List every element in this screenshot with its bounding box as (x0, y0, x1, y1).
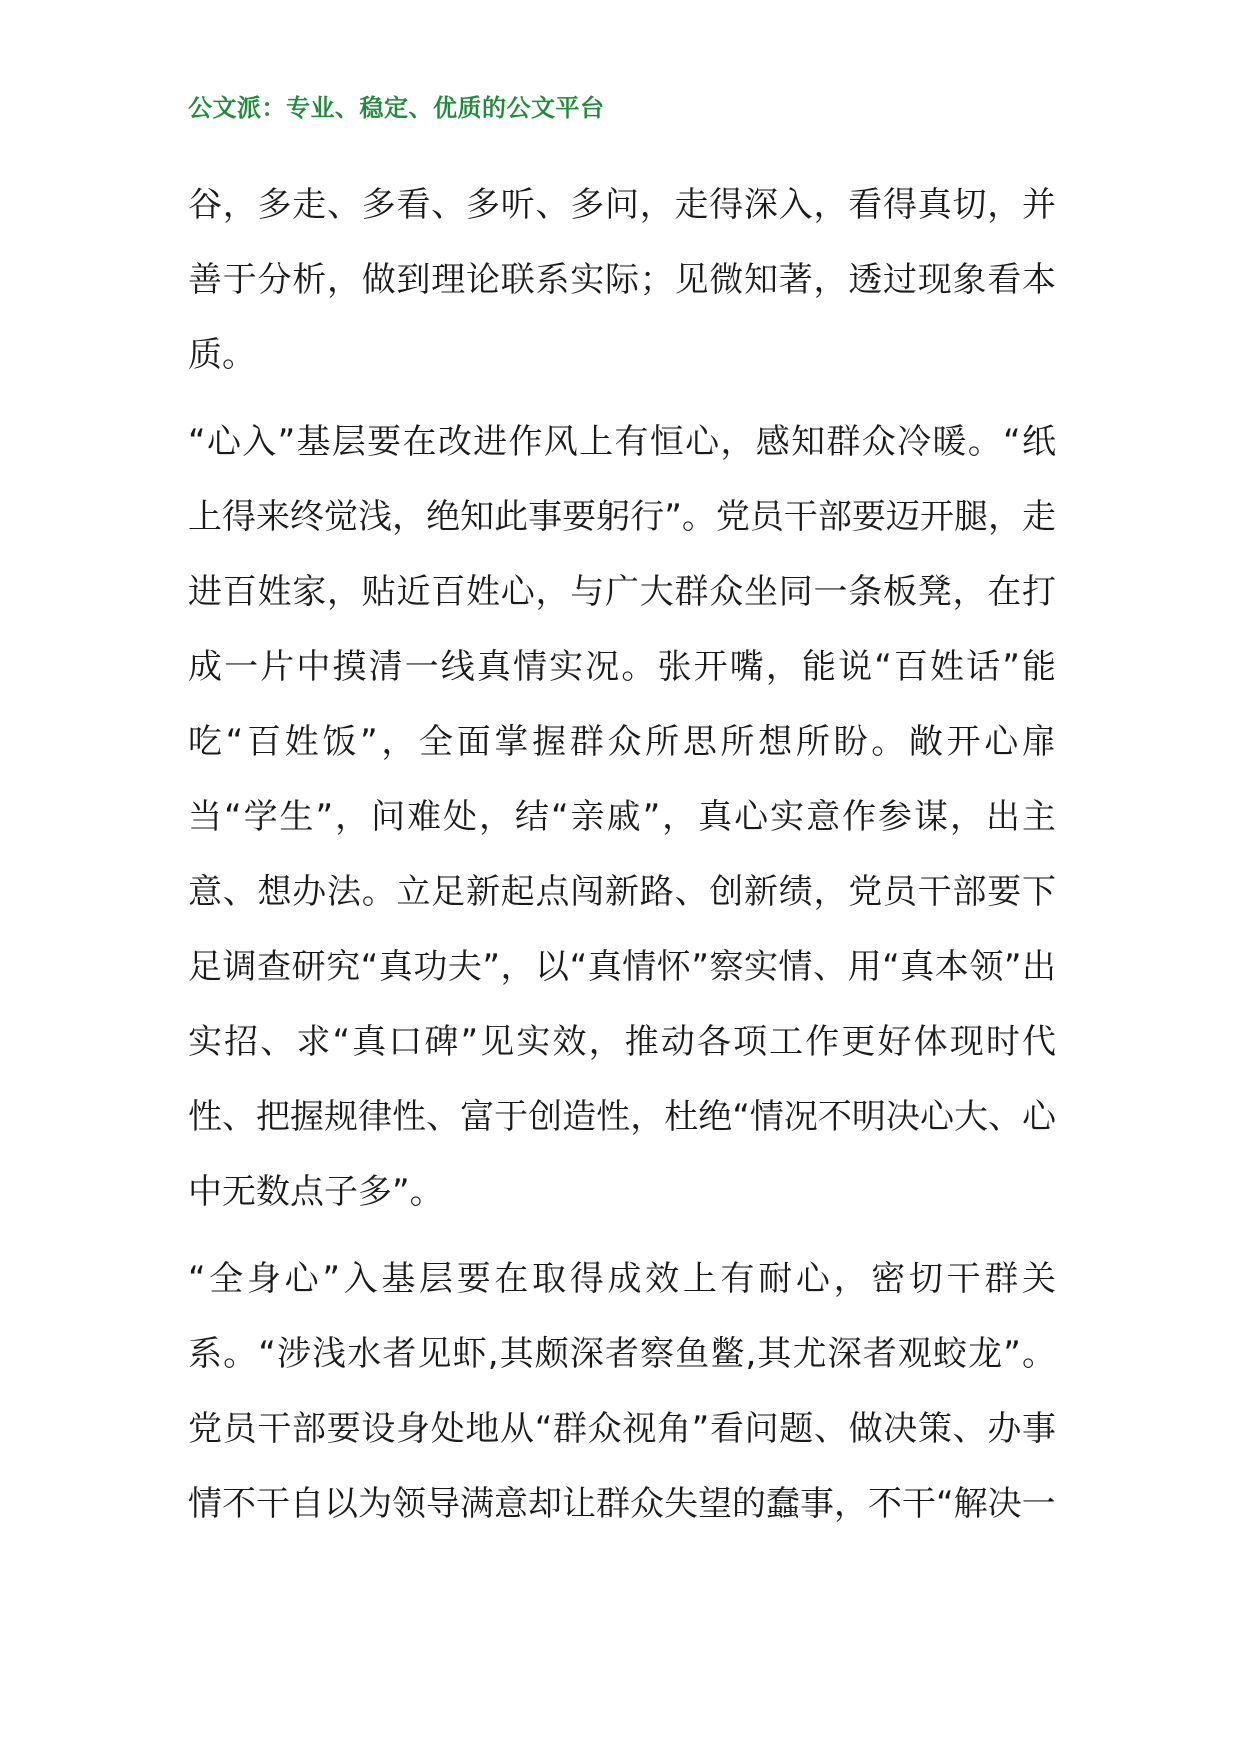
paragraph-2: “心入”基层要在改进作风上有恒心，感知群众冷暖。“纸上得来终觉浅，绝知此事要躬行”。党员干部要迈开腿，走进百姓家，贴近百姓心，与广大群众坐同一条板凳，在打成一片中摸清一线真情实况。张开嘴，能说“百姓话”能吃“百姓饭”，全面掌握群众所思所想所盼。敞开心扉当“学生”，问难处，结“亲戚”，真心实意作参谋，出主意、想办法。立足新起点闯新路、创新绩，党员干部要下足调查研究“真功夫”，以“真情怀”察实情、用“真本领”出实招、求“真口碑”见实效，推动各项工作更好体现时代性、把握规律性、富于创造性，杜绝“情况不明决心大、心中无数点子多”。 (188, 422, 1056, 1212)
document-body (188, 168, 1056, 1542)
paragraph-3: “全身心”入基层要在取得成效上有耐心，密切干群关系。“涉浅水者见虾,其颇深者察鱼鳖,其尤深者观蛟龙”。党员干部要设身处地从“群众视角”看问题、做决策、办事情不干自以为领导满意却让群众失望的蠢事，不干“解决一 (188, 1259, 1056, 1524)
paragraph-1: 谷，多走、多看、多听、多问，走得深入，看得真切，并善于分析，做到理论联系实际；见微知著，透过现象看本质。 (188, 185, 1056, 375)
page-header-title: 公文派：专业、稳定、优质的公文平台 (188, 94, 605, 122)
